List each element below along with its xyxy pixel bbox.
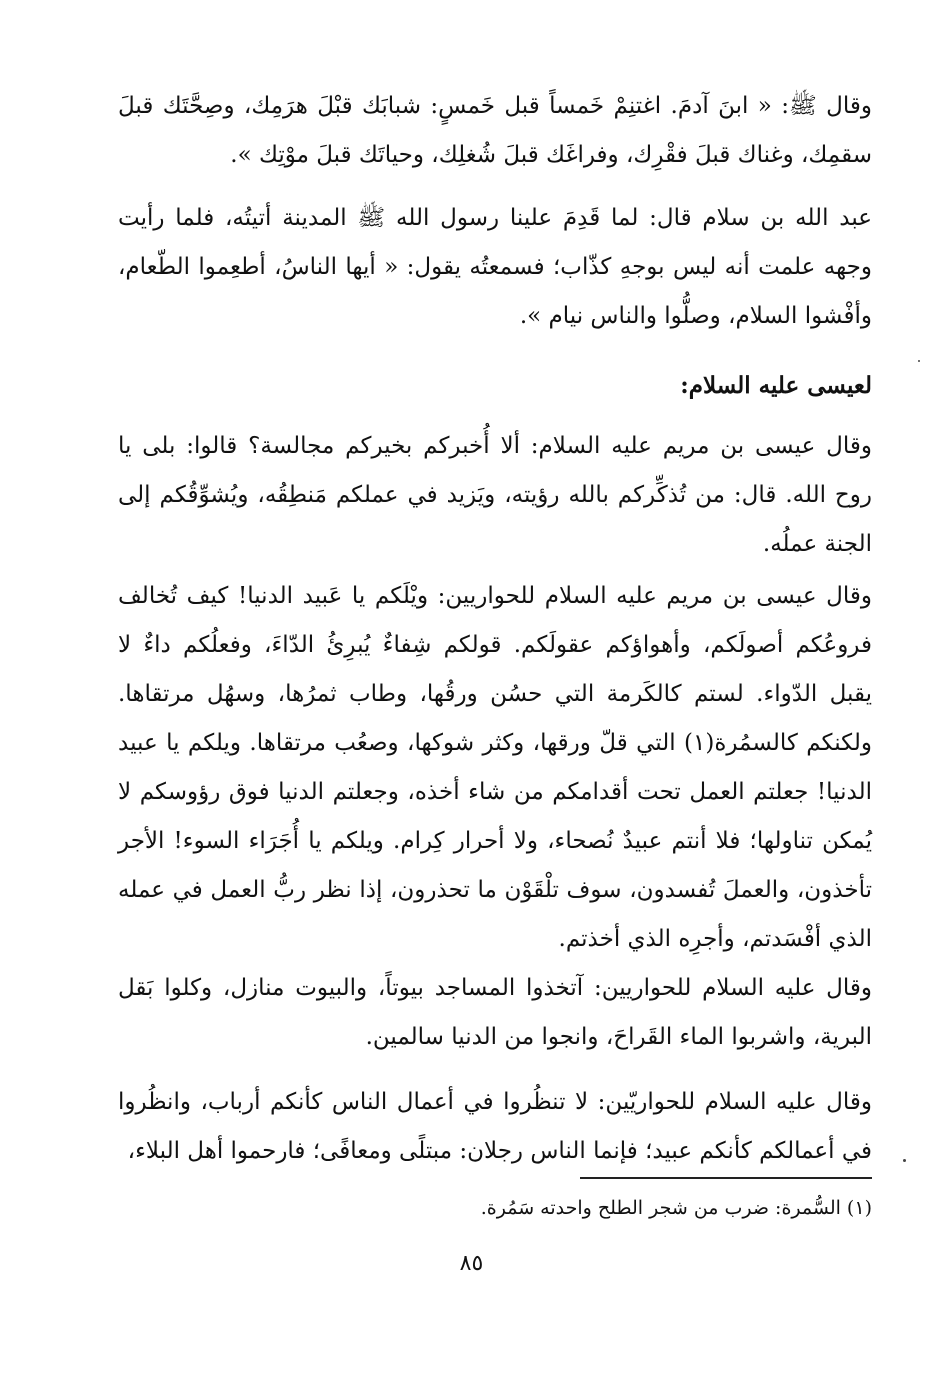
paragraph-two-kinds-of-people: وقال عليه السلام للحواريّين: لا تنظُروا في أعمال الناس كأنكم أرباب، وانظُروا في أعمالكم كأنكم عبيد؛ فإنما الناس رجلان: مبتلًى ومعافًى؛ فارحموا أهل البلاء،	[118, 1089, 872, 1164]
paragraph-servants-of-the-world: وقال عيسى بن مريم عليه السلام للحواريين: ويْلَكم يا عَبيد الدنيا! كيف تُخالف فروعُكم أصولَكم، وأهواؤكم عقولَكم. قولكم شِفاءٌ يُبرِئُ الدّاءَ، وفعلُكم داءٌ لا يقبل الدّواء. لستم كالكَرمة التي حسُن ورقُها، وطاب ثمرُها، وسهُل مرتقاها. ولكنكم كالسمُرة(١) التي قلّ ورقها، وكثر شوكها، وصعُب مرتقاها. ويلكم يا عبيد الدنيا! جعلتم العمل تحت أقدامكم من شاء أخذه، وجعلتم الدنيا فوق رؤوسكم لا يُمكن تناولها؛ فلا أنتم عبيدٌ نُصحاء، ولا أحرار كِرام. ويلكم يا أُجَرَاء السوء! الأجر تأخذون، والعملَ تُفسدون، سوف تلْقَوْن ما تحذرون، إذا نظر ربُّ العمل في عمله الذي أفْسَدتم، وأجرِه الذي أخذتم.	[118, 583, 873, 952]
page-number: ٨٥	[459, 1251, 484, 1276]
section-heading-isa: لعيسى عليه السلام:	[680, 372, 872, 399]
paragraph-youth-before-age: وقال ﷺ: « ابنَ آدمَ. اغتنِمْ خَمساً قبل خَمسٍ: شبابَك قبْلَ هرَمِك، وصِحَّتَك قبلَ سقمِك، وغناك قبلَ فقْرِك، وفراغَك قبلَ شُغلِك، وحياتَك قبلَ موْتِك ».	[118, 93, 872, 168]
scan-speck	[903, 1159, 906, 1162]
scan-speck	[918, 360, 920, 362]
paragraph-best-companions: وقال عيسى بن مريم عليه السلام: ألا أُخبركم بخيركم مجالسة؟ قالوا: بلى يا روح الله. قال: من تُذكِّركم بالله رؤيته، ويَزيد في عملكم مَنطِقُه، ويُشوِّقُكم إلى الجنة عملُه.	[118, 433, 872, 557]
footnote-divider	[580, 1177, 872, 1179]
footnote: (١) السُّمرة: ضرب من شجر الطلح واحدته سَمُرة.	[480, 1197, 872, 1219]
paragraph-mosques-as-homes: وقال عليه السلام للحواريين: آتخذوا المساجد بيوتاً، والبيوت منازل، وكلوا بَقل البرية، واشربوا الماء القَراحَ، وانجوا من الدنيا سالمين.	[118, 975, 872, 1050]
paragraph-abdullah-bin-salam: عبد الله بن سلام قال: لما قَدِمَ علينا رسول الله ﷺ المدينة أتيتُه، فلما رأيت وجهه علمت أنه ليس بوجهِ كذّاب؛ فسمعتُه يقول: « أيها الناسُ، أطعِموا الطّعام، وأفْشوا السلام، وصلُّوا والناس نيام ».	[118, 205, 872, 329]
